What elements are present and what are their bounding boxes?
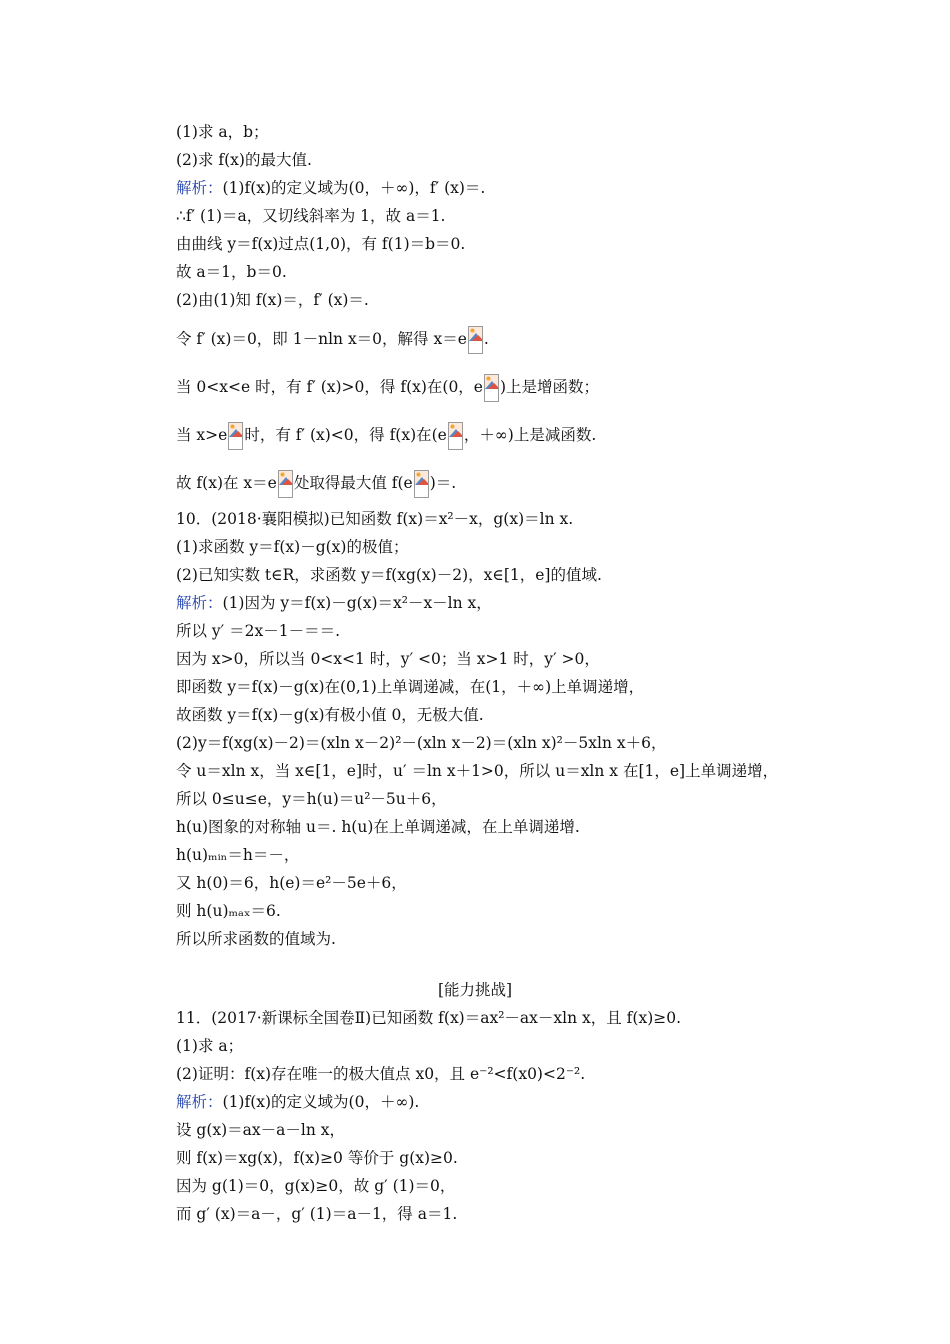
line-12: 10．(2018·襄阳模拟)已知函数 f(x)＝x²－x，g(x)＝ln x. <box>176 510 574 528</box>
line-6: 故 a＝1，b＝0. <box>176 263 287 281</box>
line-19: 故函数 y＝f(x)－g(x)有极小值 0，无极大值. <box>176 706 484 724</box>
broken-image-icon <box>468 326 483 354</box>
broken-image-icon <box>228 422 243 450</box>
line-33: 设 g(x)＝ax－a－ln x， <box>176 1121 346 1139</box>
line-4: ∴f′ (1)＝a，又切线斜率为 1，故 a＝1. <box>176 207 446 225</box>
line-17: 因为 x>0，所以当 0<x<1 时，y′ <0；当 x>1 时，y′ >0， <box>176 650 600 668</box>
line-35: 因为 g(1)＝0，g(x)≥0，故 g′ (1)＝0， <box>176 1177 456 1195</box>
broken-image-icon <box>278 470 293 498</box>
line-20: (2)y＝f(xg(x)－2)＝(xln x－2)²－(xln x－2)＝(xln x)²－5xln x＋6， <box>176 734 667 752</box>
line-26: 则 h(u)ₘₐₓ＝6. <box>176 902 281 920</box>
line-30: (1)求 a； <box>176 1037 244 1055</box>
line-27: 所以所求函数的值域为. <box>176 930 336 948</box>
solution-label: 解析： <box>176 594 223 612</box>
line-5: 由曲线 y＝f(x)过点(1,0)，有 f(1)＝b＝0. <box>176 235 466 253</box>
line-23: h(u)图象的对称轴 u＝. h(u)在上单调递减，在上单调递增. <box>176 818 580 836</box>
line-31: (2)证明：f(x)存在唯一的极大值点 x0，且 e⁻²<f(x0)<2⁻². <box>176 1065 586 1083</box>
line-9: 当 0<x<e 时，有 f′ (x)>0，得 f(x)在(0，e )上是增函数； <box>176 374 599 402</box>
line-29: 11．(2017·新课标全国卷Ⅱ)已知函数 f(x)＝ax²－ax－xln x，且 f(x)≥0. <box>176 1009 682 1027</box>
line-32: 解析：(1)f(x)的定义域为(0，＋∞). <box>176 1093 420 1111</box>
line-24: h(u)ₘᵢₙ＝h＝－， <box>176 846 300 864</box>
line-34: 则 f(x)＝xg(x)，f(x)≥0 等价于 g(x)≥0. <box>176 1149 458 1167</box>
broken-image-icon <box>414 470 429 498</box>
solution-label: 解析： <box>176 179 223 197</box>
line-21: 令 u＝xln x，当 x∈[1，e]时，u′ ＝ln x＋1>0，所以 u＝xln x 在[1，e]上单调递增， <box>176 762 779 780</box>
line-2: (2)求 f(x)的最大值. <box>176 151 312 169</box>
solution-label: 解析： <box>176 1093 223 1111</box>
broken-image-icon <box>448 422 463 450</box>
line-36: 而 g′ (x)＝a－，g′ (1)＝a－1，得 a＝1. <box>176 1205 458 1223</box>
line-13: (1)求函数 y＝f(x)－g(x)的极值； <box>176 538 409 556</box>
line-15: 解析：(1)因为 y＝f(x)－g(x)＝x²－x－ln x， <box>176 594 492 612</box>
line-1: (1)求 a，b； <box>176 123 269 141</box>
line-22: 所以 0≤u≤e，y＝h(u)＝u²－5u＋6， <box>176 790 447 808</box>
line-25: 又 h(0)＝6，h(e)＝e²－5e＋6， <box>176 874 407 892</box>
line-7: (2)由(1)知 f(x)＝，f′ (x)＝. <box>176 291 369 309</box>
line-10: 当 x>e 时，有 f′ (x)<0，得 f(x)在(e ，＋∞)上是减函数. <box>176 422 596 450</box>
broken-image-icon <box>484 374 499 402</box>
line-16: 所以 y′ ＝2x－1－＝＝. <box>176 622 341 640</box>
line-11: 故 f(x)在 x＝e 处取得最大值 f(e )＝. <box>176 470 456 498</box>
line-3: 解析：(1)f(x)的定义域为(0，＋∞)，f′ (x)＝. <box>176 179 486 197</box>
section-heading: [能力挑战] <box>437 981 513 999</box>
line-8: 令 f′ (x)＝0，即 1－nln x＝0，解得 x＝e . <box>176 326 489 354</box>
line-14: (2)已知实数 t∈R，求函数 y＝f(xg(x)－2)，x∈[1，e]的值域. <box>176 566 602 584</box>
line-18: 即函数 y＝f(x)－g(x)在(0,1)上单调递减，在(1，＋∞)上单调递增， <box>176 678 645 696</box>
